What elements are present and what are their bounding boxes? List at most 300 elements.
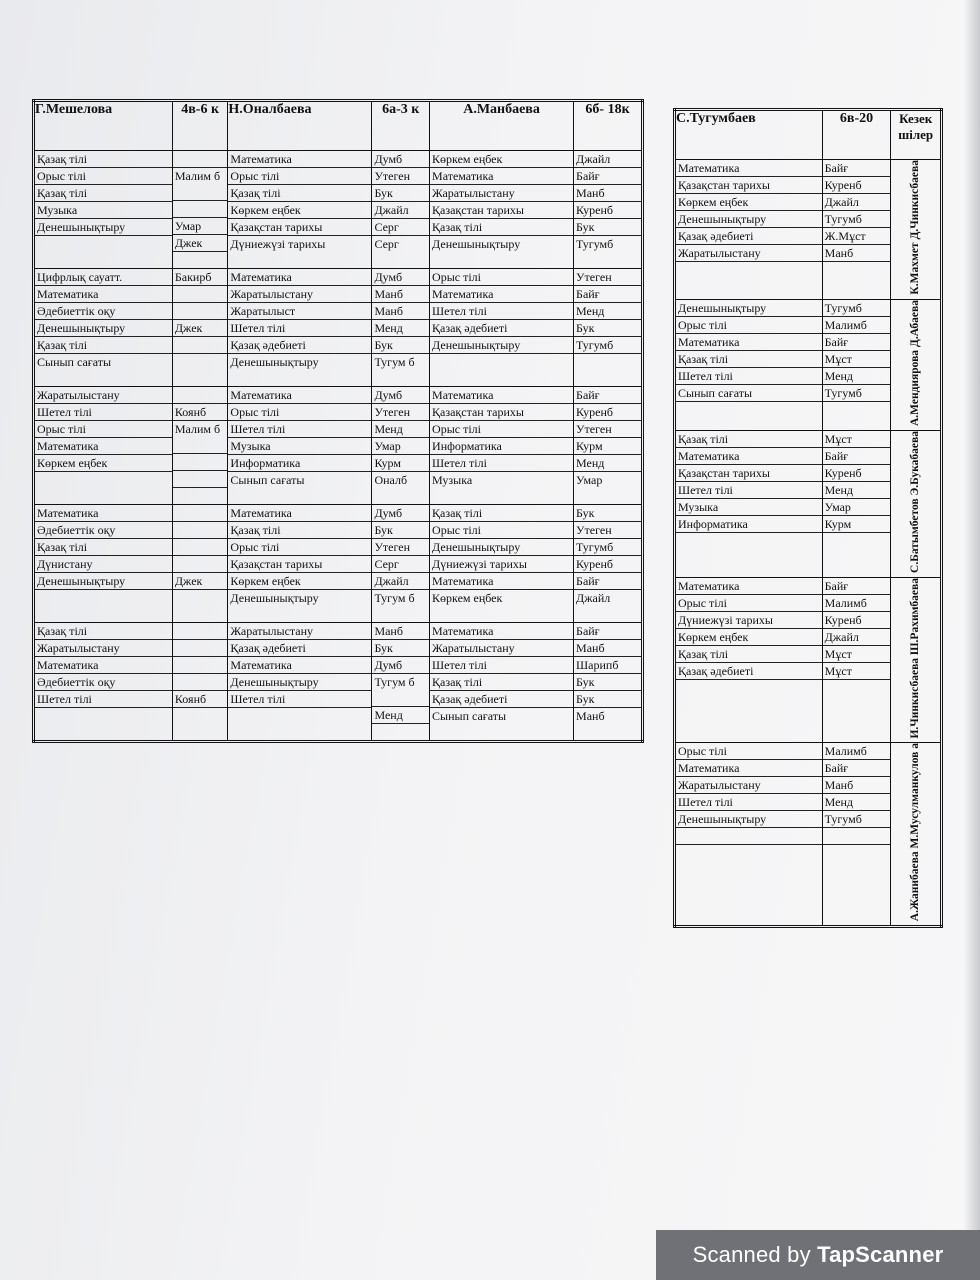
teacher-cell: Коянб	[173, 404, 228, 421]
duty-names: А.Жанибаева М.Мусулманкулов а	[909, 743, 922, 922]
teacher-cell: Мұст	[823, 663, 891, 680]
teacher-cell: Байғ	[823, 334, 891, 351]
teacher-cell	[173, 454, 228, 471]
teacher-cell	[173, 590, 228, 606]
teacher-cell	[173, 674, 228, 691]
teacher-cell: Джайл	[823, 629, 891, 646]
subject-cell: Математика	[228, 657, 371, 674]
subject-cell: Жаратылыстану	[676, 245, 822, 262]
class-teacher-header: Н.Оналбаева	[228, 101, 372, 151]
subjects-column	[430, 623, 574, 742]
teacher-cell: Менд	[372, 707, 429, 724]
subject-cell: Денешынықтыру	[430, 539, 573, 556]
teacher-cell: Джайл	[574, 151, 641, 168]
teacher-cell: Джек	[173, 235, 228, 252]
subject-cell: Әдебиеттік оқу	[35, 522, 172, 539]
subject-cell: Жаратылыстану	[35, 387, 172, 404]
subjects-column	[430, 269, 574, 387]
teacher-cell: Умар	[576, 473, 603, 487]
duty-names: А.Мендиярова Д.Абаева	[909, 299, 922, 426]
teacher-cell	[574, 354, 641, 370]
subject-cell: Математика	[430, 387, 573, 404]
teacher-cell: Джайл	[576, 591, 611, 605]
class-label-header: 6б- 18к	[574, 101, 643, 151]
teacher-cell: Бук	[574, 691, 641, 708]
scanner-watermark	[656, 1230, 980, 1280]
subject-cell: Шетел тілі	[430, 303, 573, 320]
subject-cell: Денешынықтыру	[676, 811, 822, 828]
teachers-column	[172, 505, 228, 623]
teacher-cell: Тугумб	[576, 237, 614, 251]
subjects-column	[34, 269, 173, 387]
subjects-column	[430, 387, 574, 505]
subject-cell: Дүниежүзі тарихы	[230, 237, 326, 251]
teacher-cell: Умар	[372, 438, 429, 455]
duty-names: С.Батымбетов Э.Букабаева	[909, 430, 922, 573]
subject-cell: Орыс тілі	[430, 522, 573, 539]
teacher-cell	[173, 657, 228, 674]
subject-cell: Қазақ әдебиеті	[430, 691, 573, 708]
subject-cell: Қазақ тілі	[430, 219, 573, 236]
teacher-cell	[173, 488, 228, 504]
teacher-cell: Утеген	[372, 404, 429, 421]
teacher-cell: Тугумб	[574, 337, 641, 354]
empty-row	[823, 262, 891, 278]
teacher-cell	[173, 201, 228, 218]
subject-cell: Көркем еңбек	[228, 573, 371, 590]
subject-cell: Орыс тілі	[430, 269, 573, 286]
teacher-cell	[823, 828, 891, 845]
teacher-cell: Манб	[372, 623, 429, 640]
teacher-cell	[173, 623, 228, 640]
teacher-cell	[173, 303, 228, 320]
teachers-column	[574, 269, 643, 387]
teacher-cell: Менд	[823, 794, 891, 811]
empty-row	[676, 680, 822, 696]
teachers-column	[172, 387, 228, 505]
teachers-column	[574, 505, 643, 623]
teacher-cell: Думб	[372, 505, 429, 522]
subjects-column	[675, 577, 823, 743]
subject-cell: Орыс тілі	[676, 743, 822, 760]
subject-cell: Музыка	[228, 438, 371, 455]
teachers-column	[372, 269, 430, 387]
timetable-left-header-row	[34, 101, 643, 151]
teacher-cell: Куренб	[823, 177, 891, 194]
subject-cell: Орыс тілі	[228, 404, 371, 421]
teacher-cell: Куренб	[823, 465, 891, 482]
subject-cell: Математика	[676, 760, 822, 777]
subject-cell: Математика	[676, 160, 822, 177]
teachers-column	[822, 743, 891, 927]
subjects-column	[228, 151, 372, 269]
day-block-row	[34, 387, 643, 505]
subject-cell: Жаратылыстану	[35, 640, 172, 657]
teacher-cell: Байғ	[823, 448, 891, 465]
teacher-cell: Бук	[372, 337, 429, 354]
teacher-cell: Байғ	[574, 573, 641, 590]
empty-row	[676, 262, 822, 278]
duty-column	[891, 299, 942, 430]
subject-cell: Математика	[228, 151, 371, 168]
teacher-cell: Бук	[574, 505, 641, 522]
subject-cell: Шетел тілі	[676, 482, 822, 499]
subject-cell: Қазақстан тарихы	[228, 556, 371, 573]
teacher-cell: Ж.Мұст	[823, 228, 891, 245]
teacher-cell: Менд	[372, 320, 429, 337]
subject-cell: Көркем еңбек	[228, 202, 371, 219]
teacher-cell: Менд	[372, 421, 429, 438]
empty-row	[823, 402, 891, 418]
teacher-cell: Байғ	[823, 578, 891, 595]
teacher-cell: Менд	[823, 368, 891, 385]
subject-cell: Математика	[676, 578, 822, 595]
teacher-cell: Коянб	[173, 691, 228, 708]
teacher-cell: Манб	[574, 185, 641, 202]
teacher-cell	[173, 539, 228, 556]
subject-cell: Көркем еңбек	[676, 194, 822, 211]
teachers-column	[574, 387, 643, 505]
teacher-cell: Малимб	[823, 595, 891, 612]
subject-cell: Қазақ әдебиеті	[228, 337, 371, 354]
subject-cell	[35, 708, 172, 724]
subject-cell: Қазақ тілі	[676, 351, 822, 368]
subjects-column	[430, 505, 574, 623]
teacher-cell: Мұст	[823, 431, 891, 448]
subject-cell: Денешынықтыру	[230, 355, 319, 369]
subject-cell: Қазақ тілі	[228, 185, 371, 202]
teacher-cell: Байғ	[574, 623, 641, 640]
subject-cell: Қазақ тілі	[430, 505, 573, 522]
teacher-cell: Утеген	[574, 522, 641, 539]
subject-cell: Информатика	[228, 455, 371, 472]
teacher-cell: Тугумб	[823, 211, 891, 228]
subject-cell: Қазақ тілі	[676, 431, 822, 448]
subject-cell: Жаратылыст	[228, 303, 371, 320]
teacher-cell	[173, 640, 228, 657]
subject-cell: Сынып сағаты	[37, 355, 112, 369]
subject-cell: Математика	[430, 623, 573, 640]
teacher-cell: Серг	[372, 556, 429, 573]
subject-cell: Музыка	[432, 473, 473, 487]
subject-cell: Денешынықтыру	[228, 674, 371, 691]
subject-cell: Көркем еңбек	[430, 151, 573, 168]
teacher-cell: Тугумб	[574, 539, 641, 556]
teacher-cell: Тугумб	[823, 385, 891, 402]
teacher-cell: Бук	[574, 320, 641, 337]
teacher-cell: Малимб	[823, 743, 891, 760]
subject-cell: Музыка	[35, 202, 172, 219]
empty-row	[676, 402, 822, 418]
subject-cell	[35, 236, 172, 252]
subject-cell: Қазақстан тарихы	[228, 219, 371, 236]
subject-cell: Денешынықтыру	[230, 591, 319, 605]
subject-cell: Денешынықтыру	[430, 337, 573, 354]
subject-cell: Жаратылыстану	[676, 777, 822, 794]
subjects-column	[34, 387, 173, 505]
teacher-cell: Умар	[823, 499, 891, 516]
subjects-column	[34, 151, 173, 269]
teacher-cell: Манб	[372, 286, 429, 303]
subjects-column	[675, 743, 823, 927]
day-block-row	[34, 151, 643, 269]
teacher-cell: Бук	[372, 522, 429, 539]
day-block-row	[675, 160, 942, 300]
subject-cell: Орыс тілі	[676, 595, 822, 612]
teacher-cell: Джайл	[372, 202, 429, 219]
teacher-cell: Мұст	[823, 646, 891, 663]
teacher-cell: Бук	[574, 219, 641, 236]
subject-cell	[676, 828, 822, 845]
subject-cell: Математика	[676, 334, 822, 351]
duty-column	[891, 577, 942, 743]
subject-cell: Қазақ тілі	[35, 151, 172, 168]
teacher-cell	[173, 522, 228, 539]
subject-cell: Қазақ тілі	[676, 646, 822, 663]
teacher-cell: Курм	[823, 516, 891, 533]
subject-cell: Орыс тілі	[35, 421, 172, 438]
teachers-column	[822, 299, 891, 430]
teacher-cell: Тугум б	[374, 591, 415, 605]
subject-cell	[228, 708, 371, 724]
teacher-cell: Байғ	[823, 760, 891, 777]
subjects-column	[34, 505, 173, 623]
day-block-row	[34, 623, 643, 742]
subject-cell: Шетел тілі	[676, 368, 822, 385]
paper-edge-shadow	[964, 0, 980, 1280]
empty-row	[823, 680, 891, 696]
subject-cell: Орыс тілі	[35, 168, 172, 185]
teachers-column	[172, 151, 228, 269]
subject-cell: Қазақ тілі	[35, 623, 172, 640]
teacher-cell: Думб	[372, 269, 429, 286]
teacher-cell: Тугумб	[823, 811, 891, 828]
teacher-cell: Бук	[372, 640, 429, 657]
subject-cell: Қазақ тілі	[35, 337, 172, 354]
teacher-cell: Манб	[823, 777, 891, 794]
subject-cell: Орыс тілі	[676, 317, 822, 334]
subjects-column	[675, 160, 823, 300]
subject-cell: Шетел тілі	[228, 691, 371, 708]
subject-cell: Әдебиеттік оқу	[35, 674, 172, 691]
teacher-cell: Утеген	[574, 269, 641, 286]
teacher-cell	[173, 708, 228, 724]
subject-cell: Математика	[676, 448, 822, 465]
subject-cell: Көркем еңбек	[35, 455, 172, 472]
teacher-cell: Джек	[173, 320, 228, 337]
teacher-cell: Джайл	[823, 194, 891, 211]
class-label-header: 6в-20	[822, 110, 891, 160]
subject-cell: Қазақ әдебиеті	[430, 320, 573, 337]
teacher-cell: Бук	[372, 185, 429, 202]
subject-cell: Қазақ әдебиеті	[228, 640, 371, 657]
subject-cell	[35, 590, 172, 606]
teacher-cell: Бук	[574, 674, 641, 691]
teacher-cell	[173, 556, 228, 573]
teacher-cell: Курм	[372, 455, 429, 472]
subject-cell: Дүниежүзі тарихы	[676, 612, 822, 629]
subject-cell: Цифрлық сауатт.	[35, 269, 172, 286]
teachers-column	[372, 505, 430, 623]
subject-cell: Шетел тілі	[228, 320, 371, 337]
subject-cell: Көркем еңбек	[432, 591, 503, 605]
teacher-cell: Шарипб	[574, 657, 641, 674]
subject-cell: Орыс тілі	[228, 168, 371, 185]
class-teacher-header: Г.Мешелова	[34, 101, 173, 151]
subject-cell: Жаратылыстану	[228, 286, 371, 303]
subject-cell: Математика	[35, 438, 172, 455]
teacher-cell	[173, 471, 228, 488]
timetable-left	[32, 99, 644, 743]
subject-cell: Қазақстан тарихы	[676, 177, 822, 194]
teacher-cell	[173, 286, 228, 303]
teachers-column	[372, 387, 430, 505]
subject-cell	[430, 354, 573, 370]
subject-cell: Денешынықтыру	[676, 300, 822, 317]
subject-cell: Математика	[228, 387, 371, 404]
day-block-row	[675, 743, 942, 927]
teacher-cell: Куренб	[823, 612, 891, 629]
duty-column	[891, 430, 942, 577]
subject-cell: Шетел тілі	[676, 794, 822, 811]
teacher-cell: Серг	[372, 219, 429, 236]
subject-cell: Информатика	[676, 516, 822, 533]
teacher-cell: Байғ	[574, 286, 641, 303]
teacher-cell: Джек	[173, 573, 228, 590]
teacher-cell: Байғ	[574, 168, 641, 185]
subject-cell: Денешынықтыру	[432, 237, 521, 251]
teacher-cell: Утеген	[574, 421, 641, 438]
teacher-cell: Думб	[372, 657, 429, 674]
subjects-column	[228, 387, 372, 505]
teachers-column	[372, 623, 430, 742]
subject-cell: Орыс тілі	[228, 539, 371, 556]
teacher-cell: Тугумб	[823, 300, 891, 317]
class-teacher-header: А.Манбаева	[430, 101, 574, 151]
subject-cell: Жаратылыстану	[430, 640, 573, 657]
teacher-cell: Байғ	[574, 387, 641, 404]
duty-column	[891, 160, 942, 300]
subject-cell: Әдебиеттік оқу	[35, 303, 172, 320]
teacher-cell: Байғ	[823, 160, 891, 177]
class-label-header: 4в-6 к	[172, 101, 228, 151]
class-teacher-header: С.Тугумбаев	[675, 110, 823, 160]
teacher-cell: Думб	[372, 151, 429, 168]
watermark-prefix: Scanned by	[692, 1242, 818, 1267]
timetable-right	[673, 108, 943, 928]
subject-cell: Қазақстан тарихы	[430, 202, 573, 219]
teacher-cell	[173, 354, 228, 370]
teacher-cell: Малимб	[823, 317, 891, 334]
teacher-cell: Манб	[372, 303, 429, 320]
teacher-cell: Оналб	[374, 473, 408, 487]
duty-names: И.Чинкисбаева Ш.Рахимбаева	[909, 577, 922, 739]
subject-cell: Қазақ тілі	[35, 185, 172, 202]
subjects-column	[675, 430, 823, 577]
teacher-cell: Тугум б	[372, 674, 429, 707]
teacher-cell	[173, 387, 228, 404]
subject-cell: Информатика	[430, 438, 573, 455]
empty-row	[676, 845, 822, 861]
teacher-cell	[173, 505, 228, 522]
subject-cell: Математика	[430, 286, 573, 303]
subjects-column	[228, 623, 372, 742]
teacher-cell: Менд	[574, 455, 641, 472]
subject-cell: Шетел тілі	[228, 421, 371, 438]
subject-cell: Денешынықтыру	[35, 320, 172, 337]
empty-row	[676, 533, 822, 549]
teacher-cell: Утеген	[372, 539, 429, 556]
subject-cell: Сынып сағаты	[676, 385, 822, 402]
teachers-column	[574, 623, 643, 742]
teacher-cell: Умар	[173, 218, 228, 235]
teacher-cell: Манб	[823, 245, 891, 262]
teacher-cell: Менд	[823, 482, 891, 499]
subject-cell: Математика	[430, 573, 573, 590]
watermark-brand: TapScanner	[817, 1242, 944, 1267]
subject-cell: Математика	[430, 168, 573, 185]
duty-column	[891, 743, 942, 927]
teachers-column	[172, 623, 228, 742]
subject-cell: Шетел тілі	[430, 455, 573, 472]
teachers-column	[574, 151, 643, 269]
teachers-column	[372, 151, 430, 269]
subjects-column	[675, 299, 823, 430]
teacher-cell: Джайл	[372, 573, 429, 590]
teacher-cell	[372, 724, 429, 740]
day-block-row	[34, 505, 643, 623]
subject-cell: Орыс тілі	[430, 421, 573, 438]
teacher-cell: Малим б	[173, 421, 228, 454]
teacher-cell: Манб	[574, 640, 641, 657]
subject-cell: Қазақ тілі	[35, 539, 172, 556]
day-block-row	[34, 269, 643, 387]
teacher-cell: Мұст	[823, 351, 891, 368]
subject-cell: Жаратылыстану	[228, 623, 371, 640]
subject-cell: Музыка	[676, 499, 822, 516]
subjects-column	[228, 269, 372, 387]
subject-cell: Шетел тілі	[35, 404, 172, 421]
subjects-column	[228, 505, 372, 623]
empty-row	[823, 845, 891, 861]
subject-cell: Математика	[35, 286, 172, 303]
subject-cell: Қазақ әдебиеті	[676, 663, 822, 680]
teacher-cell: Куренб	[574, 556, 641, 573]
teacher-cell: Малим б	[173, 168, 228, 201]
subject-cell: Математика	[35, 657, 172, 674]
duty-names: К.Махмет Д.Чинкисбаева	[909, 160, 922, 295]
subjects-column	[34, 623, 173, 742]
teachers-column	[172, 269, 228, 387]
day-block-row	[675, 299, 942, 430]
subject-cell: Математика	[228, 269, 371, 286]
subject-cell: Шетел тілі	[430, 657, 573, 674]
teacher-cell: Утеген	[372, 168, 429, 185]
teacher-cell: Думб	[372, 387, 429, 404]
teachers-column	[822, 160, 891, 300]
duty-header: Кезек шілер	[891, 110, 942, 160]
teacher-cell: Бакирб	[173, 269, 228, 286]
teacher-cell: Манб	[576, 709, 605, 723]
teacher-cell: Тугум б	[374, 355, 415, 369]
teacher-cell: Серг	[374, 237, 399, 251]
teachers-column	[822, 430, 891, 577]
subject-cell: Денешынықтыру	[676, 211, 822, 228]
teacher-cell: Куренб	[574, 404, 641, 421]
subject-cell: Көркем еңбек	[676, 629, 822, 646]
teacher-cell	[173, 337, 228, 354]
subject-cell: Шетел тілі	[35, 691, 172, 708]
